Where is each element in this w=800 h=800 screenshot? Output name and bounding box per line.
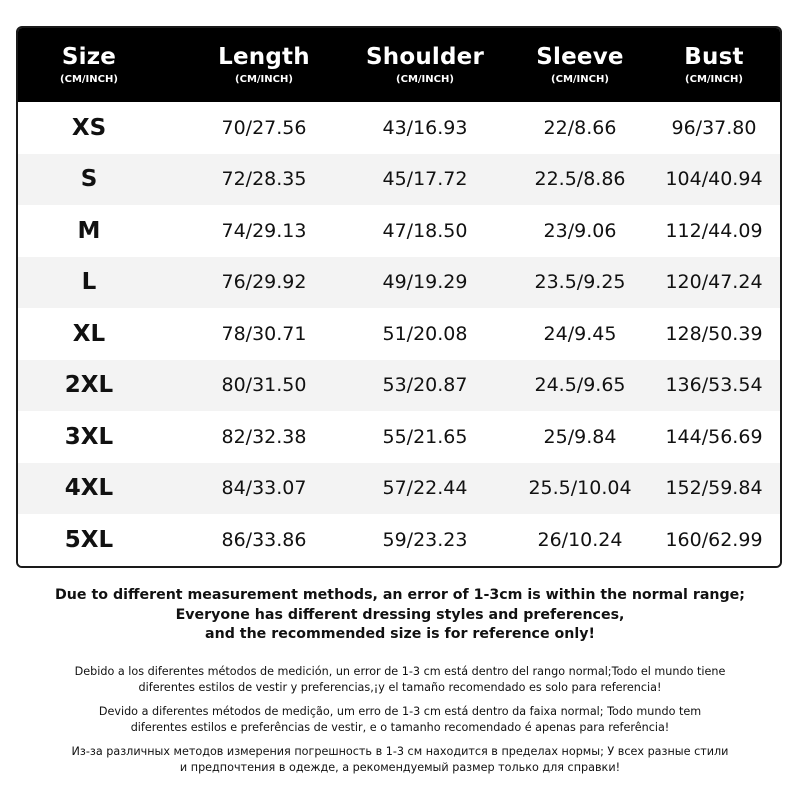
bust-cell: 136/53.54 bbox=[665, 374, 763, 397]
table-row bbox=[18, 102, 780, 154]
table-body bbox=[18, 102, 780, 566]
sleeve-cell: 25/9.84 bbox=[543, 425, 617, 448]
length-cell: 86/33.86 bbox=[221, 528, 307, 551]
disclaimer-line: и предпочтения в одежде, а рекомендуемый размер только для справки! bbox=[179, 761, 621, 774]
sleeve-cell: 23/9.06 bbox=[543, 219, 617, 242]
length-cell: 82/32.38 bbox=[221, 425, 307, 448]
disclaimer-line: Everyone has different dressing styles and preferences, bbox=[175, 606, 625, 623]
size-cell: 2XL bbox=[64, 372, 114, 399]
length-cell: 84/33.07 bbox=[221, 477, 307, 500]
size-cell: 4XL bbox=[64, 475, 114, 502]
bust-cell: 96/37.80 bbox=[671, 116, 757, 139]
size-cell: 3XL bbox=[64, 423, 114, 450]
shoulder-cell: 59/23.23 bbox=[382, 528, 468, 551]
size-cell: XS bbox=[71, 114, 107, 141]
table-row bbox=[18, 360, 780, 412]
size-table bbox=[18, 28, 780, 566]
table-row bbox=[18, 411, 780, 463]
table-row bbox=[18, 154, 780, 206]
sleeve-cell: 25.5/10.04 bbox=[528, 477, 632, 500]
table-row bbox=[18, 205, 780, 257]
header-row bbox=[18, 28, 780, 102]
header-shoulder bbox=[338, 28, 512, 102]
header-bust bbox=[648, 28, 780, 102]
length-cell: 80/31.50 bbox=[221, 374, 307, 397]
header-length bbox=[190, 28, 338, 102]
sleeve-cell: 24/9.45 bbox=[543, 322, 617, 345]
bust-cell: 160/62.99 bbox=[665, 528, 763, 551]
sleeve-cell: 23.5/9.25 bbox=[534, 271, 626, 294]
disclaimer-line: diferentes estilos e preferências de vestir, e o tamanho recomendado é apenas para referência! bbox=[130, 721, 670, 734]
shoulder-cell: 55/21.65 bbox=[382, 425, 468, 448]
bust-cell: 120/47.24 bbox=[665, 271, 763, 294]
shoulder-cell: 53/20.87 bbox=[382, 374, 468, 397]
bust-cell: 144/56.69 bbox=[665, 425, 763, 448]
header-label: Size bbox=[61, 43, 117, 70]
sleeve-cell: 24.5/9.65 bbox=[534, 374, 626, 397]
size-chart-table bbox=[16, 26, 782, 568]
table-row bbox=[18, 257, 780, 309]
length-cell: 78/30.71 bbox=[221, 322, 307, 345]
disclaimer-line: Debido a los diferentes métodos de medición, un error de 1-3 cm está dentro del rango normal;Todo el mundo tiene bbox=[74, 665, 726, 678]
table-row bbox=[18, 514, 780, 566]
header-unit: (CM/INCH) bbox=[685, 73, 743, 85]
size-cell: S bbox=[80, 166, 98, 193]
shoulder-cell: 47/18.50 bbox=[382, 219, 468, 242]
shoulder-cell: 57/22.44 bbox=[382, 477, 468, 500]
portuguese-disclaimer bbox=[0, 704, 800, 736]
shoulder-cell: 43/16.93 bbox=[382, 116, 468, 139]
disclaimer-line: Due to different measurement methods, an error of 1-3cm is within the normal range; bbox=[55, 587, 745, 603]
shoulder-cell: 51/20.08 bbox=[382, 322, 468, 345]
spanish-disclaimer bbox=[0, 664, 800, 696]
table-row bbox=[18, 308, 780, 360]
shoulder-cell: 49/19.29 bbox=[382, 271, 468, 294]
bust-cell: 104/40.94 bbox=[665, 168, 763, 191]
size-cell: XL bbox=[72, 320, 106, 347]
english-disclaimer bbox=[0, 586, 800, 645]
bust-cell: 128/50.39 bbox=[665, 322, 763, 345]
disclaimer-line: Devido a diferentes métodos de medição, um erro de 1-3 cm está dentro da faixa normal; Todo mundo tem bbox=[98, 705, 702, 718]
sleeve-cell: 26/10.24 bbox=[537, 528, 623, 551]
size-cell: M bbox=[77, 217, 101, 244]
header-label: Sleeve bbox=[536, 43, 624, 70]
header-label: Shoulder bbox=[365, 43, 484, 70]
disclaimer-line: Из-за различных методов измерения погрешность в 1-3 см находится в пределах нормы; У всех разные стили bbox=[71, 745, 729, 758]
header-label: Length bbox=[218, 43, 310, 70]
header-unit: (CM/INCH) bbox=[551, 73, 609, 85]
russian-disclaimer bbox=[0, 744, 800, 776]
disclaimer-line: and the recommended size is for reference only! bbox=[205, 626, 595, 642]
disclaimer-line: diferentes estilos de vestir y preferencias,¡y el tamaño recomendado es solo para referencia! bbox=[138, 681, 662, 694]
header-label: Bust bbox=[684, 43, 744, 70]
header-sleeve bbox=[512, 28, 648, 102]
length-cell: 76/29.92 bbox=[221, 271, 307, 294]
header-unit: (CM/INCH) bbox=[396, 73, 454, 85]
size-cell: L bbox=[81, 269, 97, 296]
length-cell: 70/27.56 bbox=[221, 116, 307, 139]
length-cell: 74/29.13 bbox=[221, 219, 307, 242]
sleeve-cell: 22.5/8.86 bbox=[534, 168, 626, 191]
sleeve-cell: 22/8.66 bbox=[543, 116, 617, 139]
size-cell: 5XL bbox=[64, 526, 114, 553]
table-row bbox=[18, 463, 780, 515]
header-unit: (CM/INCH) bbox=[60, 73, 118, 85]
length-cell: 72/28.35 bbox=[221, 168, 307, 191]
table-header bbox=[18, 28, 780, 102]
shoulder-cell: 45/17.72 bbox=[382, 168, 468, 191]
header-size bbox=[18, 28, 190, 102]
header-unit: (CM/INCH) bbox=[235, 73, 293, 85]
bust-cell: 152/59.84 bbox=[665, 477, 763, 500]
bust-cell: 112/44.09 bbox=[665, 219, 763, 242]
